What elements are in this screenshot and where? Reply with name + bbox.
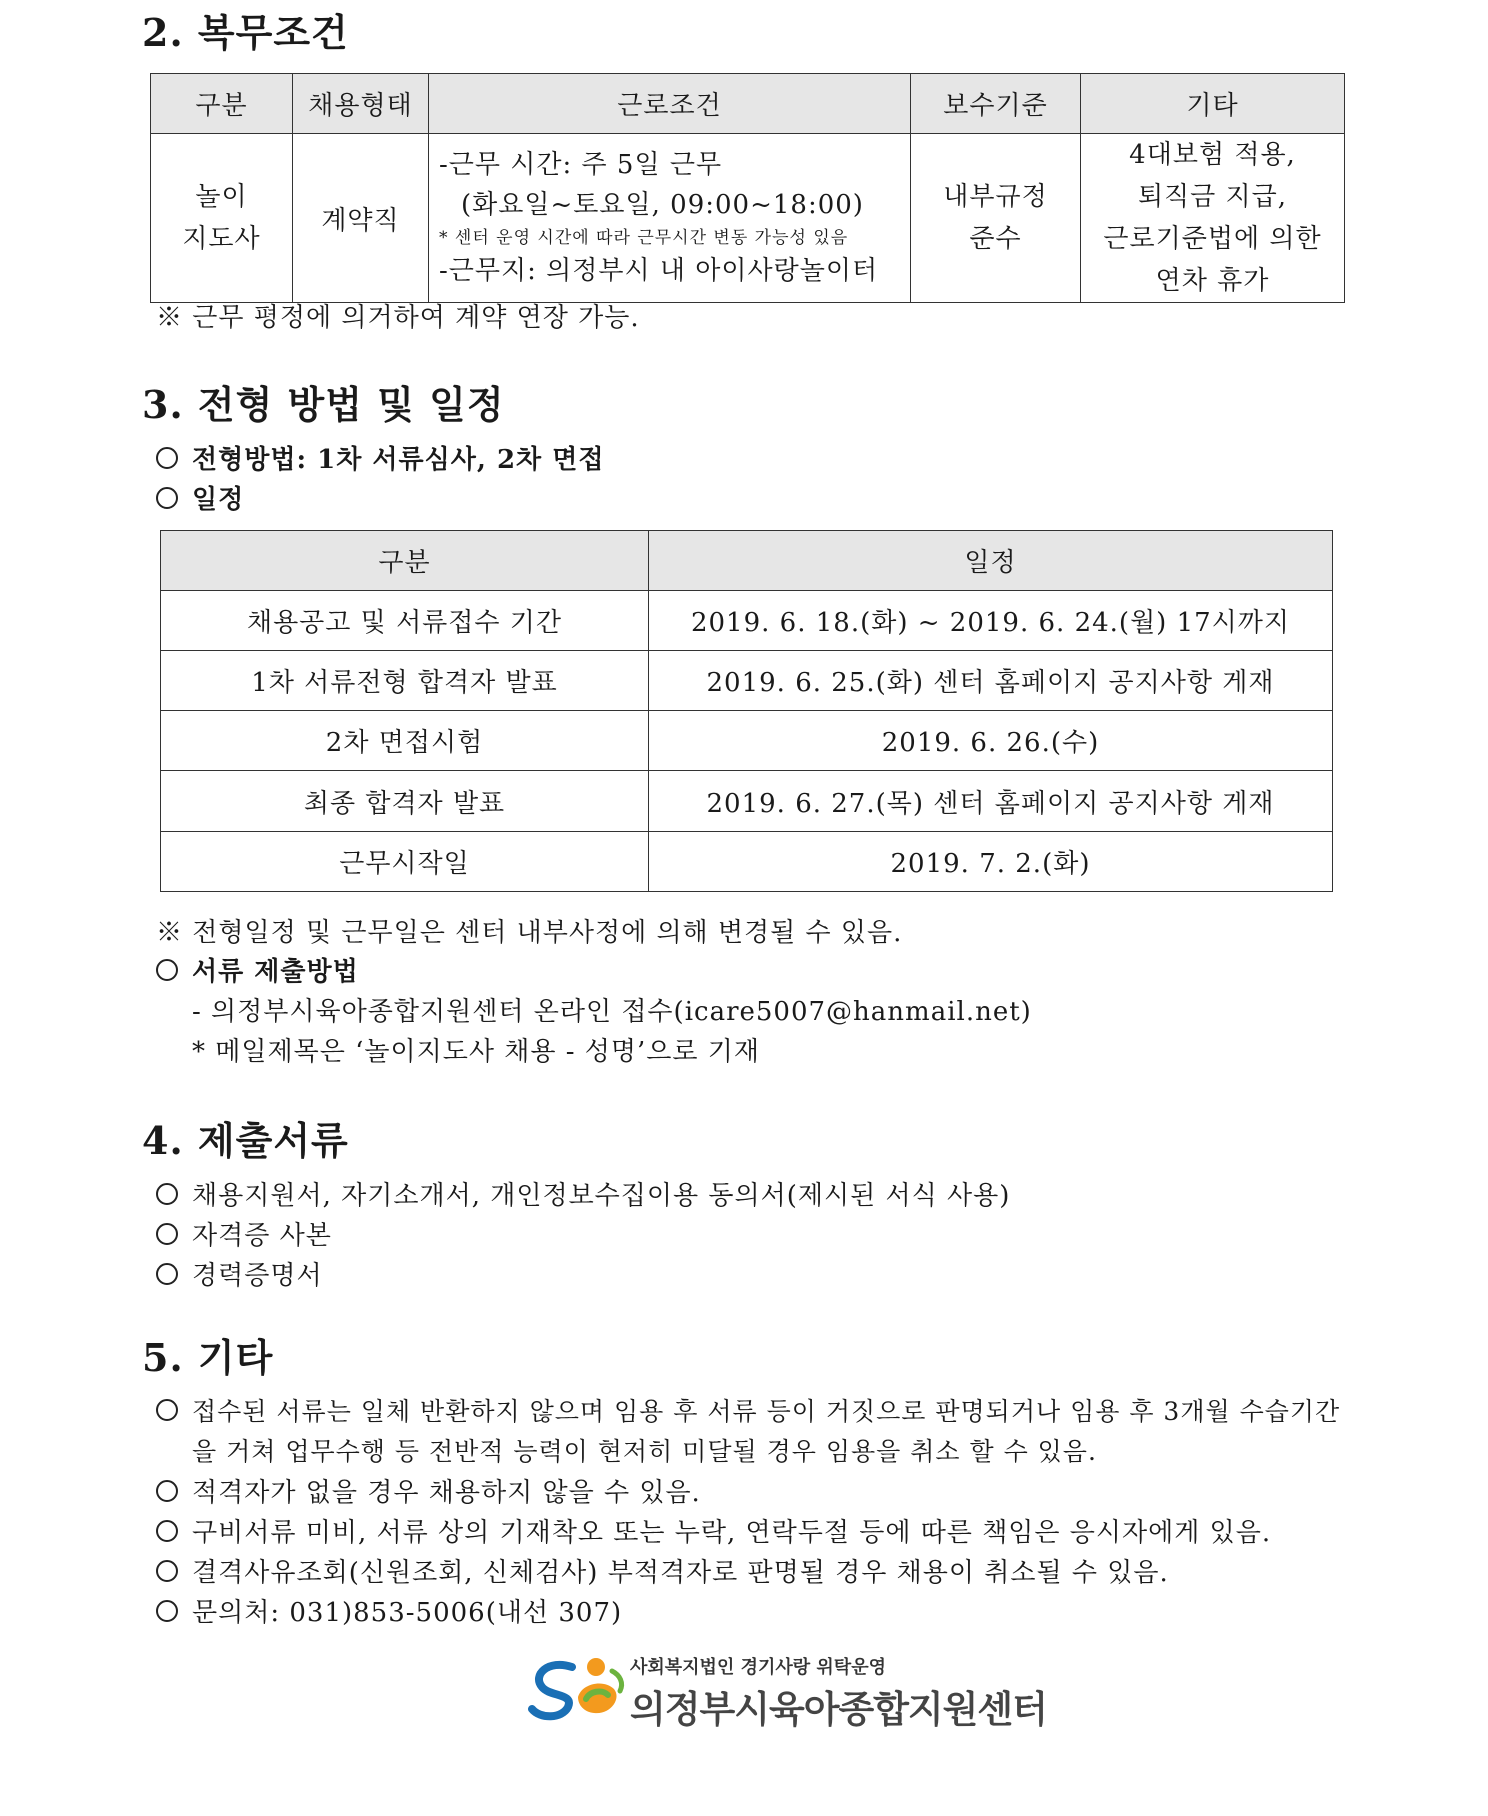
cell-etc: 4대보험 적용, 퇴직금 지급, 근로기준법에 의한 연차 휴가 — [1081, 134, 1345, 303]
section5-heading: 5. 기타 — [142, 1335, 274, 1380]
list-item: 적격자가 없을 경우 채용하지 않을 수 있음. — [156, 1472, 701, 1509]
table-row: 근무시작일 2019. 7. 2.(화) — [161, 832, 1333, 892]
circle-bullet-icon — [156, 1399, 178, 1421]
list-item: 문의처: 031)853-5006(내선 307) — [156, 1592, 622, 1629]
list-item-continuation: 을 거쳐 업무수행 등 전반적 능력이 현저히 미달될 경우 임용을 취소 할 수 있음. — [192, 1437, 1097, 1466]
table-row: 최종 합격자 발표 2019. 6. 27.(목) 센터 홈페이지 공지사항 게재 — [161, 771, 1333, 832]
circle-bullet-icon — [156, 1223, 178, 1245]
circle-bullet-icon — [156, 1183, 178, 1205]
section3-heading: 3. 전형 방법 및 일정 — [142, 382, 505, 427]
header-type: 채용형태 — [293, 74, 429, 134]
cond-note: * 센터 운영 시간에 따라 근무시간 변동 가능성 있음 — [439, 228, 849, 248]
circle-bullet-icon — [156, 1560, 178, 1582]
submit-line2: * 메일제목은 ‘놀이지도사 채용 - 성명’으로 기재 — [192, 1037, 760, 1067]
header-etc: 기타 — [1081, 74, 1345, 134]
table-row: 1차 서류전형 합격자 발표 2019. 6. 25.(화) 센터 홈페이지 공지사항 게재 — [161, 651, 1333, 711]
list-item: 자격증 사본 — [156, 1215, 332, 1252]
submit-title-line: 서류 제출방법 — [156, 951, 359, 988]
cell-type: 계약직 — [293, 134, 429, 303]
method-line: 전형방법: 1차 서류심사, 2차 면접 — [156, 439, 604, 476]
cell-conditions — [429, 134, 911, 303]
list-item: 접수된 서류는 일체 반환하지 않으며 임용 후 서류 등이 거짓으로 판명되거나 임용 후 3개월 수습기간 — [156, 1392, 1340, 1428]
cond-line2: (화요일~토요일, 09:00~18:00) — [461, 190, 864, 220]
list-item: 구비서류 미비, 서류 상의 기재착오 또는 누락, 연락두절 등에 따른 책임은 응시자에게 있음. — [156, 1512, 1271, 1549]
section2-heading: 2. 복무조건 — [142, 10, 349, 55]
schedule-table — [160, 530, 1333, 892]
center-logo-icon — [528, 1653, 628, 1725]
list-item: 경력증명서 — [156, 1255, 323, 1292]
logo-name: 의정부시육아종합지원센터 — [630, 1688, 1047, 1731]
circle-bullet-icon — [156, 1600, 178, 1622]
table-row: 2차 면접시험 2019. 6. 26.(수) — [161, 711, 1333, 771]
list-item: 결격사유조회(신원조회, 신체검사) 부적격자로 판명될 경우 채용이 취소될 수 있음. — [156, 1552, 1169, 1589]
circle-bullet-icon — [156, 1480, 178, 1502]
cond-line1: -근무 시간: 주 5일 근무 — [439, 150, 723, 180]
cell-category: 놀이 지도사 — [151, 134, 293, 303]
circle-bullet-icon — [156, 447, 178, 469]
section3-note: ※ 전형일정 및 근무일은 센터 내부사정에 의해 변경될 수 있음. — [156, 918, 903, 948]
submit-line1: - 의정부시육아종합지원센터 온라인 접수(icare5007@hanmail.net) — [192, 997, 1032, 1027]
work-conditions-table — [150, 73, 1345, 303]
circle-bullet-icon — [156, 959, 178, 981]
header-pay: 보수기준 — [911, 74, 1081, 134]
schedule-header-date: 일정 — [649, 531, 1333, 591]
logo-subtitle: 사회복지법인 경기사랑 위탁운영 — [630, 1657, 886, 1678]
section4-heading: 4. 제출서류 — [142, 1118, 349, 1163]
cell-pay: 내부규정 준수 — [911, 134, 1081, 303]
schedule-label-line: 일정 — [156, 479, 244, 516]
section2-note: ※ 근무 평정에 의거하여 계약 연장 가능. — [156, 303, 640, 333]
center-logo — [528, 1653, 1047, 1731]
header-category: 구분 — [151, 74, 293, 134]
circle-bullet-icon — [156, 487, 178, 509]
cond-line3: -근무지: 의정부시 내 아이사랑놀이터 — [439, 256, 879, 286]
schedule-header-category: 구분 — [161, 531, 649, 591]
table-row: 채용공고 및 서류접수 기간 2019. 6. 18.(화) ~ 2019. 6. 24.(월) 17시까지 — [161, 591, 1333, 651]
circle-bullet-icon — [156, 1263, 178, 1285]
list-item: 채용지원서, 자기소개서, 개인정보수집이용 동의서(제시된 서식 사용) — [156, 1175, 1010, 1212]
circle-bullet-icon — [156, 1520, 178, 1542]
header-conditions: 근로조건 — [429, 74, 911, 134]
